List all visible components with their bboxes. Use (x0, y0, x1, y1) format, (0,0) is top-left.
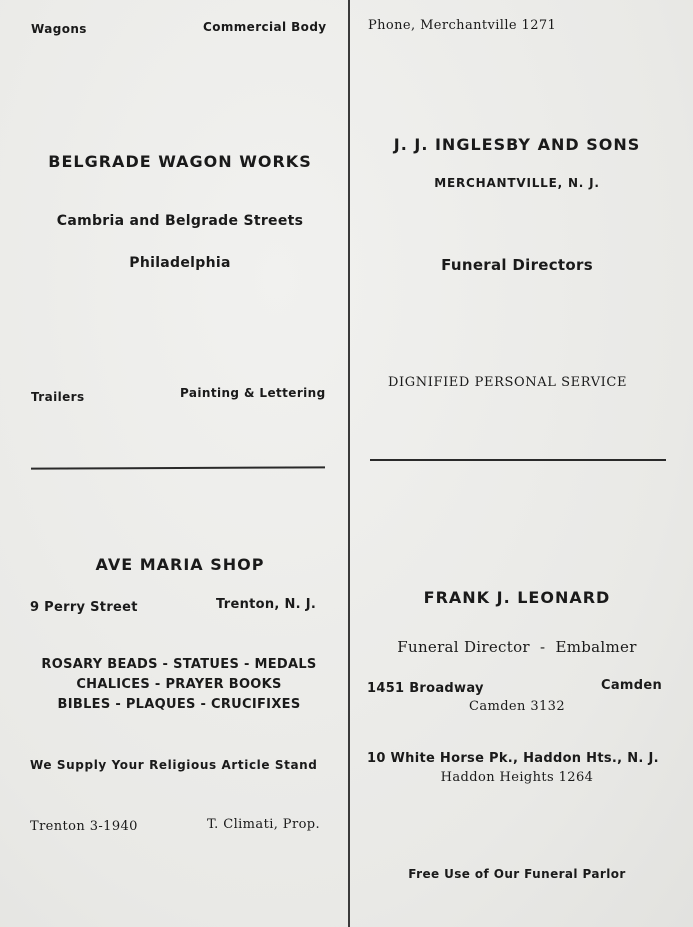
inglesby-phone: Phone, Merchantville 1271 (368, 18, 557, 33)
avemaria-items-line-2: CHALICES - PRAYER BOOKS (76, 677, 282, 692)
belgrade-address: Cambria and Belgrade Streets (56, 213, 304, 229)
avemaria-phone: Trenton 3-1940 (30, 819, 138, 834)
belgrade-title: BELGRADE WAGON WORKS (48, 152, 312, 171)
avemaria-proprietor: T. Climati, Prop. (207, 817, 321, 832)
right-separator-rule (370, 459, 666, 461)
column-divider (348, 0, 350, 927)
inglesby-city: MERCHANTVILLE, N. J. (434, 176, 600, 190)
inglesby-title: J. J. INGLESBY AND SONS (393, 135, 641, 154)
leonard-address-1: 1451 Broadway (367, 681, 484, 696)
belgrade-city: Philadelphia (129, 255, 231, 271)
avemaria-title: AVE MARIA SHOP (95, 555, 265, 574)
leonard-phone-2: Haddon Heights 1264 (440, 770, 594, 785)
leonard-role: Funeral Director - Embalmer (397, 638, 637, 656)
leonard-address-2: 10 White Horse Pk., Haddon Hts., N. J. (367, 751, 659, 766)
avemaria-items-line-3: BIBLES - PLAQUES - CRUCIFIXES (57, 697, 301, 712)
belgrade-bottom-right: Painting & Lettering (180, 386, 326, 400)
belgrade-top-left: Wagons (31, 22, 87, 36)
leonard-phone-1: Camden 3132 (468, 699, 566, 714)
belgrade-bottom-left: Trailers (31, 390, 85, 404)
avemaria-items-line-1: ROSARY BEADS - STATUES - MEDALS (41, 657, 317, 672)
inglesby-service: Funeral Directors (441, 256, 593, 274)
belgrade-top-right: Commercial Body (203, 20, 327, 34)
avemaria-address: 9 Perry Street (30, 600, 138, 615)
leonard-title: FRANK J. LEONARD (423, 588, 611, 607)
leonard-tagline: Free Use of Our Funeral Parlor (408, 867, 626, 881)
avemaria-tagline: We Supply Your Religious Article Stand (30, 758, 318, 772)
avemaria-city: Trenton, N. J. (216, 597, 317, 612)
leonard-city-1: Camden (601, 678, 663, 693)
inglesby-tagline: DIGNIFIED PERSONAL SERVICE (388, 375, 628, 390)
left-separator-rule (31, 466, 325, 469)
